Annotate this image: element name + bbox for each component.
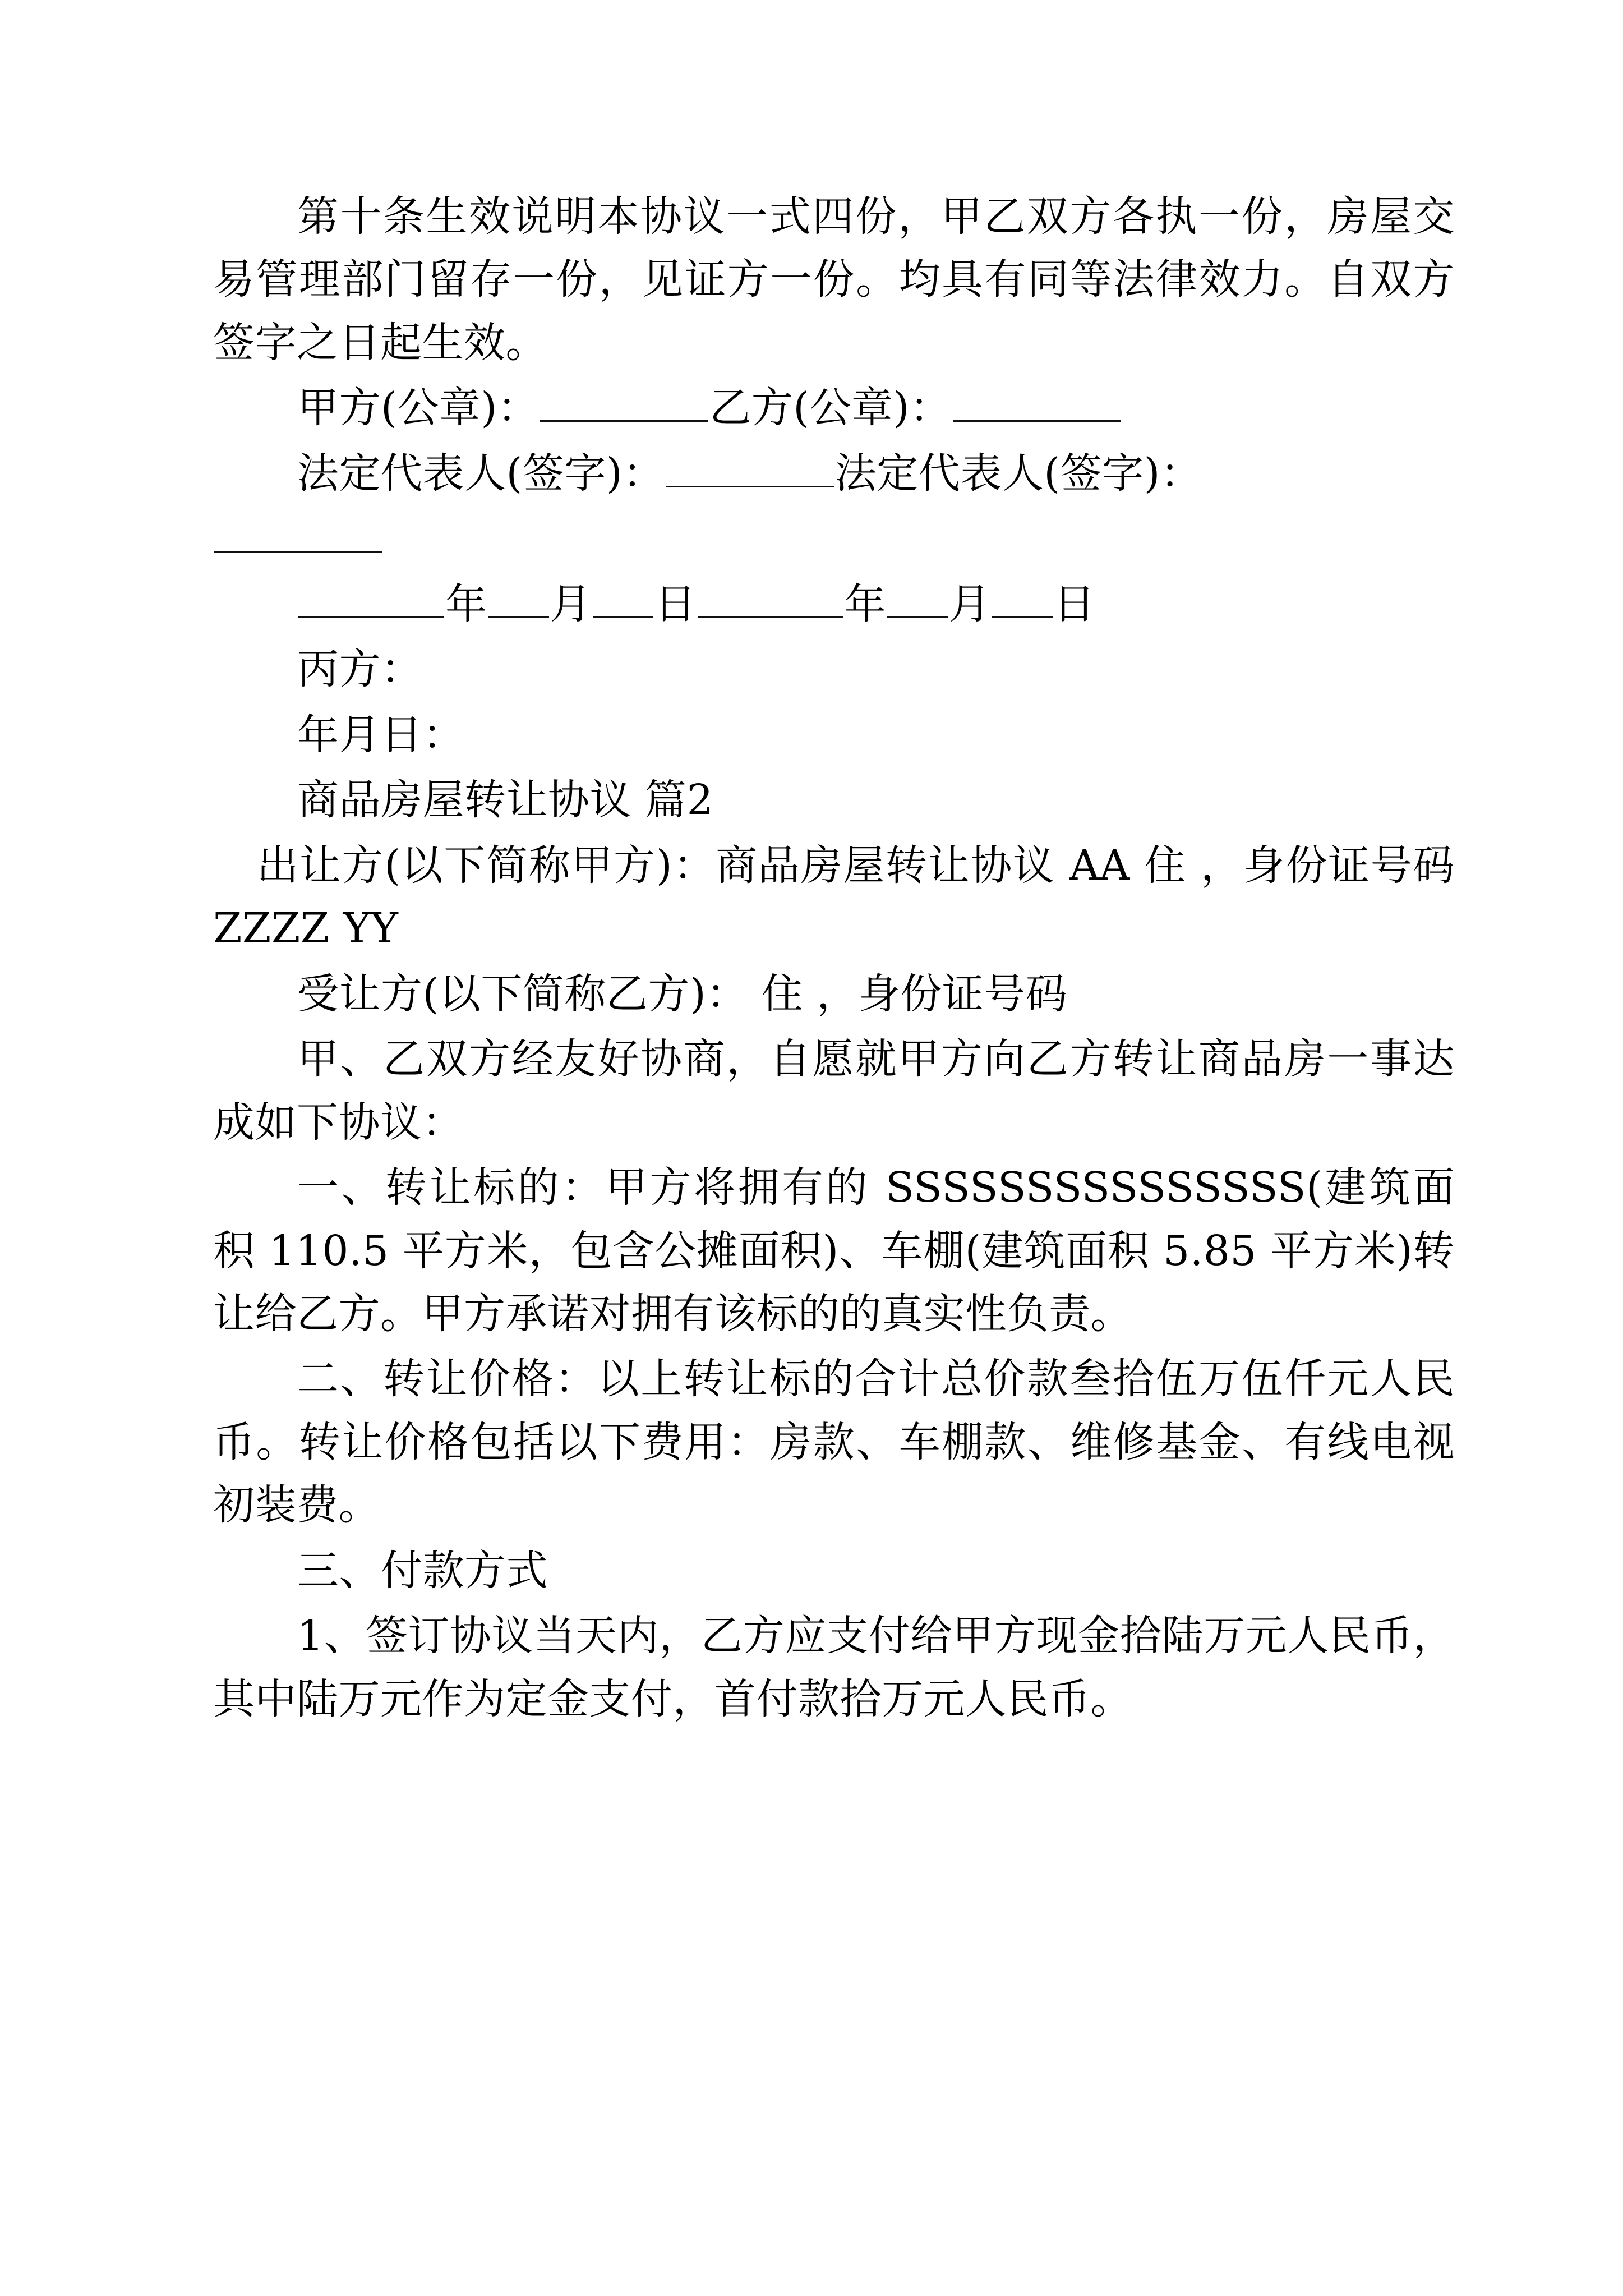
legal-rep-a-label: 法定代表人(签字)： [297,449,665,498]
party-b-seal-label: 乙方(公章)： [709,384,952,432]
paragraph-party-seal-line [213,376,1455,439]
paragraph-date-line [213,573,1455,636]
paragraph-preamble: 甲、乙双方经友好协商，自愿就甲方向乙方转让商品房一事达成如下协议： [213,1035,1455,1147]
date-a-month-label: 月 [550,579,592,628]
party-a-seal-blank[interactable] [540,382,708,422]
paragraph-article-three-item-1: 1、签订协议当天内，乙方应支付给甲方现金拾陆万元人民币，其中陆万元作为定金支付，首付款拾万元人民币。 [213,1612,1455,1723]
date-b-month-label: 月 [949,579,991,628]
date-a-day-blank[interactable] [593,578,653,618]
party-a-seal-label: 甲方(公章)： [297,384,540,432]
paragraph-transferor: 出让方(以下简称甲方)：商品房屋转让协议 AA 住 ，身份证号码ZZZZ YY [213,841,1455,953]
paragraph-party-c: 丙方： [297,645,423,694]
paragraph-legal-rep-line [213,442,1455,505]
date-b-year-label: 年 [844,579,886,628]
paragraph-article-one: 一、转让标的：甲方将拥有的 SSSSSSSSSSSSSSS(建筑面积 110.5 平方米，包含公摊面积)、车棚(建筑面积 5.85 平方米)转让给乙方。甲方承诺对拥有该标的的真实性负责。 [213,1163,1455,1338]
paragraph-transferee: 受让方(以下简称乙方)： 住 ，身份证号码 [297,969,1068,1018]
document-body [213,185,1455,1731]
legal-rep-a-blank[interactable] [666,448,834,487]
date-b-day-label: 日 [1053,579,1095,628]
paragraph-article-three: 三、付款方式 [297,1546,548,1595]
date-b-day-blank[interactable] [992,578,1053,618]
paragraph-article-two: 二、转让价格：以上转让标的合计总价款叁拾伍万伍仟元人民币。转让价格包括以下费用：房款、车棚款、维修基金、有线电视初装费。 [213,1355,1455,1530]
legal-rep-b-blank[interactable] [214,513,382,553]
date-a-year-label: 年 [445,579,487,628]
party-b-seal-blank[interactable] [953,382,1121,422]
paragraph-clause-ten: 第十条生效说明本协议一式四份，甲乙双方各执一份，房屋交易管理部门留存一份，见证方一份。均具有同等法律效力。自双方签字之日起生效。 [213,192,1455,367]
date-b-month-blank[interactable] [887,578,948,618]
section-title-2: 商品房屋转让协议 篇2 [297,776,714,825]
paragraph-legal-rep-blank-line [213,507,1455,570]
date-b-year-blank[interactable] [698,578,843,618]
legal-rep-b-label: 法定代表人(签字)： [834,449,1202,498]
date-a-year-blank[interactable] [298,578,444,618]
paragraph-date-label: 年月日： [297,710,464,759]
date-a-day-label: 日 [654,579,697,628]
date-a-month-blank[interactable] [488,578,549,618]
